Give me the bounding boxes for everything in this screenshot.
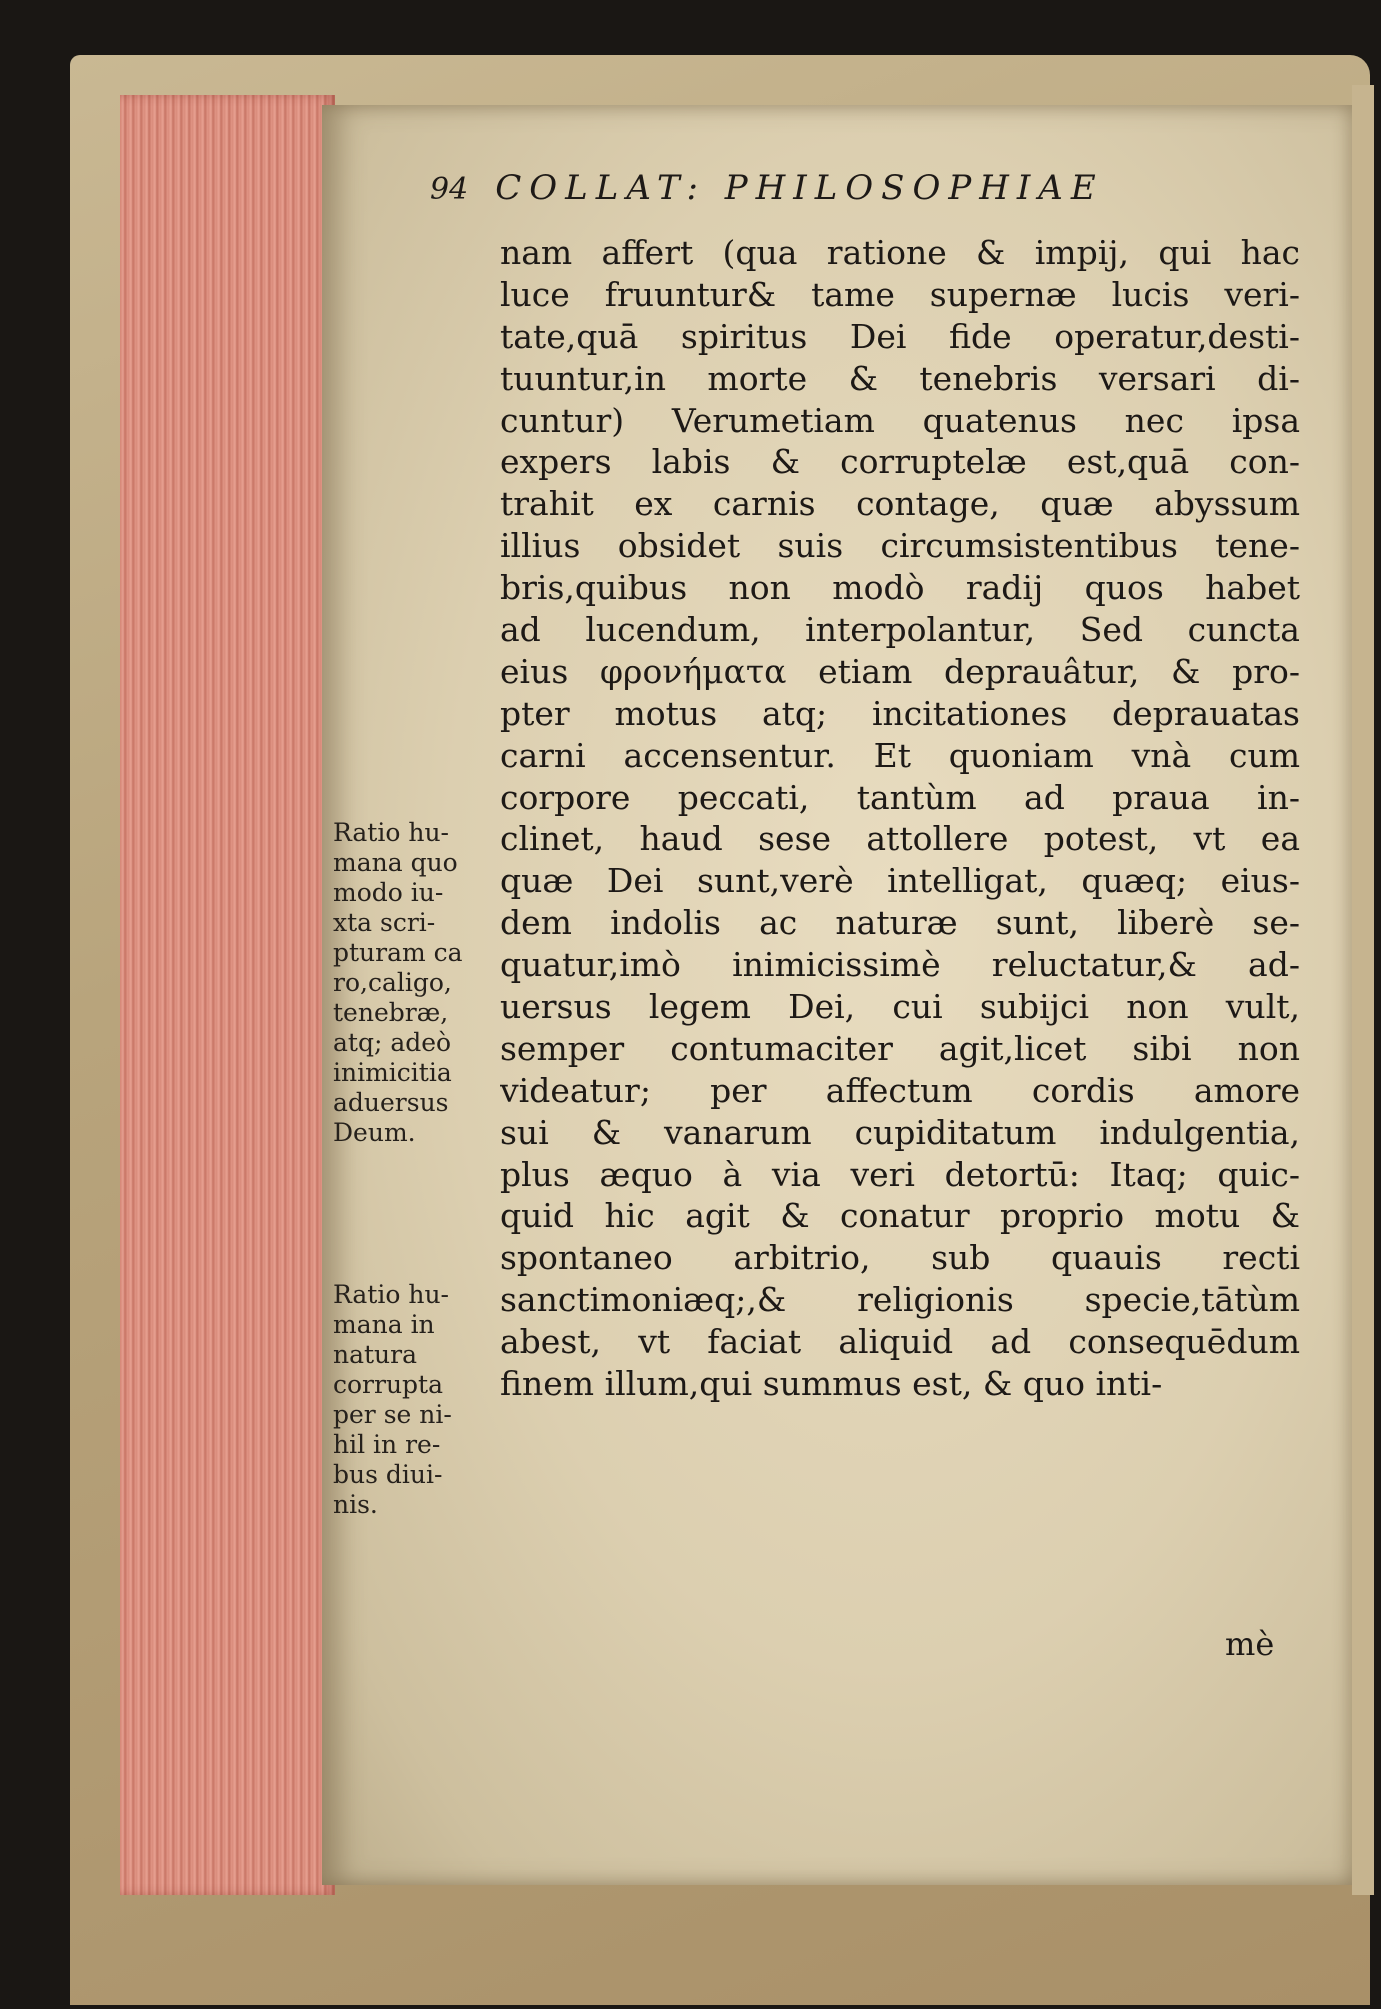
text-line: ad lucendum, interpolantur, Sed cuncta — [500, 610, 1300, 650]
marginal-note-line: atq; adeò — [333, 1028, 452, 1057]
running-header — [430, 168, 1280, 208]
text-line: tate,quā spiritus Dei fide operatur,desti- — [500, 316, 1300, 356]
marginal-note-line: Ratio hu- — [333, 818, 449, 847]
text-line: expers labis & corruptelæ est,quā con- — [500, 442, 1300, 482]
marginal-note-line: per se ni- — [333, 1400, 452, 1429]
binding-edge — [1352, 85, 1374, 1895]
text-line: nam affert (qua ratione & impij, qui hac — [500, 233, 1300, 272]
marginal-note-line: natura — [333, 1340, 418, 1369]
marginal-note-line: hil in re- — [333, 1430, 441, 1459]
text-line: carni accensentur. Et quoniam vnà cum — [500, 735, 1300, 775]
marginal-note-line: bus diui- — [333, 1460, 443, 1489]
text-line: quid hic agit & conatur proprio motu & — [500, 1196, 1300, 1236]
marginal-note-2 — [333, 1280, 452, 1520]
marginal-note-line: nis. — [333, 1490, 378, 1519]
text-line: sui & vanarum cupiditatum indulgentia, — [500, 1112, 1300, 1152]
marginal-note-line: mana quo — [333, 848, 458, 877]
text-line: semper contumaciter agit,licet sibi non — [500, 1028, 1300, 1068]
marginal-note-line: inimicitia — [333, 1058, 452, 1087]
page-number: 94 — [430, 172, 469, 207]
marginal-note-line: xta scri- — [333, 908, 436, 937]
text-line: corpore peccati, tantùm ad praua in- — [500, 777, 1300, 817]
marginal-note-line: ro,caligo, — [333, 968, 452, 997]
text-line: cuntur) Verumetiam quatenus nec ipsa — [500, 400, 1300, 440]
text-line: spontaneo arbitrio, sub quauis recti — [500, 1238, 1300, 1278]
marginal-note-line: Deum. — [333, 1118, 416, 1147]
text-line: quæ Dei sunt,verè intelligat, quæq; eius- — [500, 861, 1300, 901]
text-line: finem illum,qui summus est, & quo inti- — [500, 1364, 1163, 1404]
text-line: tuuntur,in morte & tenebris versari di- — [500, 358, 1300, 398]
marginal-note-line: pturam ca — [333, 938, 463, 967]
marginal-note-line: modo iu- — [333, 878, 444, 907]
marginal-note-line: corrupta — [333, 1370, 444, 1399]
text-line: abest, vt faciat aliquid ad consequēdum — [500, 1322, 1300, 1362]
text-line: trahit ex carnis contage, quæ abyssum — [500, 484, 1300, 524]
text-line: clinet, haud sese attollere potest, vt ea — [500, 819, 1300, 859]
text-line: sanctimoniæq;,& religionis specie,tātùm — [500, 1280, 1300, 1320]
marginal-note-line: aduersus — [333, 1088, 449, 1117]
running-title: COLLAT: PHILOSOPHIAE — [495, 168, 1104, 208]
marginal-note-line: mana in — [333, 1310, 435, 1339]
text-line: bris,quibus non modò radij quos habet — [500, 568, 1300, 608]
text-line: pter motus atq; incitationes deprauatas — [500, 693, 1300, 733]
text-line: eius φρονήματα etiam deprauâtur, & pro- — [500, 651, 1300, 691]
text-line: quatur,imò inimicissimè reluctatur,& ad- — [500, 945, 1300, 985]
marginal-note-line: tenebræ, — [333, 998, 449, 1027]
text-line: dem indolis ac naturæ sunt, liberè se- — [500, 903, 1300, 943]
text-line: luce fruuntur& tame supernæ lucis veri- — [500, 274, 1300, 314]
text-line: uersus legem Dei, cui subijci non vult, — [500, 987, 1300, 1027]
marginal-note-line: Ratio hu- — [333, 1280, 449, 1309]
text-line: plus æquo à via veri detortū: Itaq; quic- — [500, 1154, 1300, 1194]
text-line: illius obsidet suis circumsistentibus tene- — [500, 526, 1300, 566]
main-text-block — [500, 232, 1300, 1405]
catchword: mè — [1225, 1625, 1275, 1663]
page-edges — [120, 95, 335, 1895]
marginal-note-1 — [333, 818, 463, 1148]
text-line: videatur; per affectum cordis amore — [500, 1070, 1300, 1110]
